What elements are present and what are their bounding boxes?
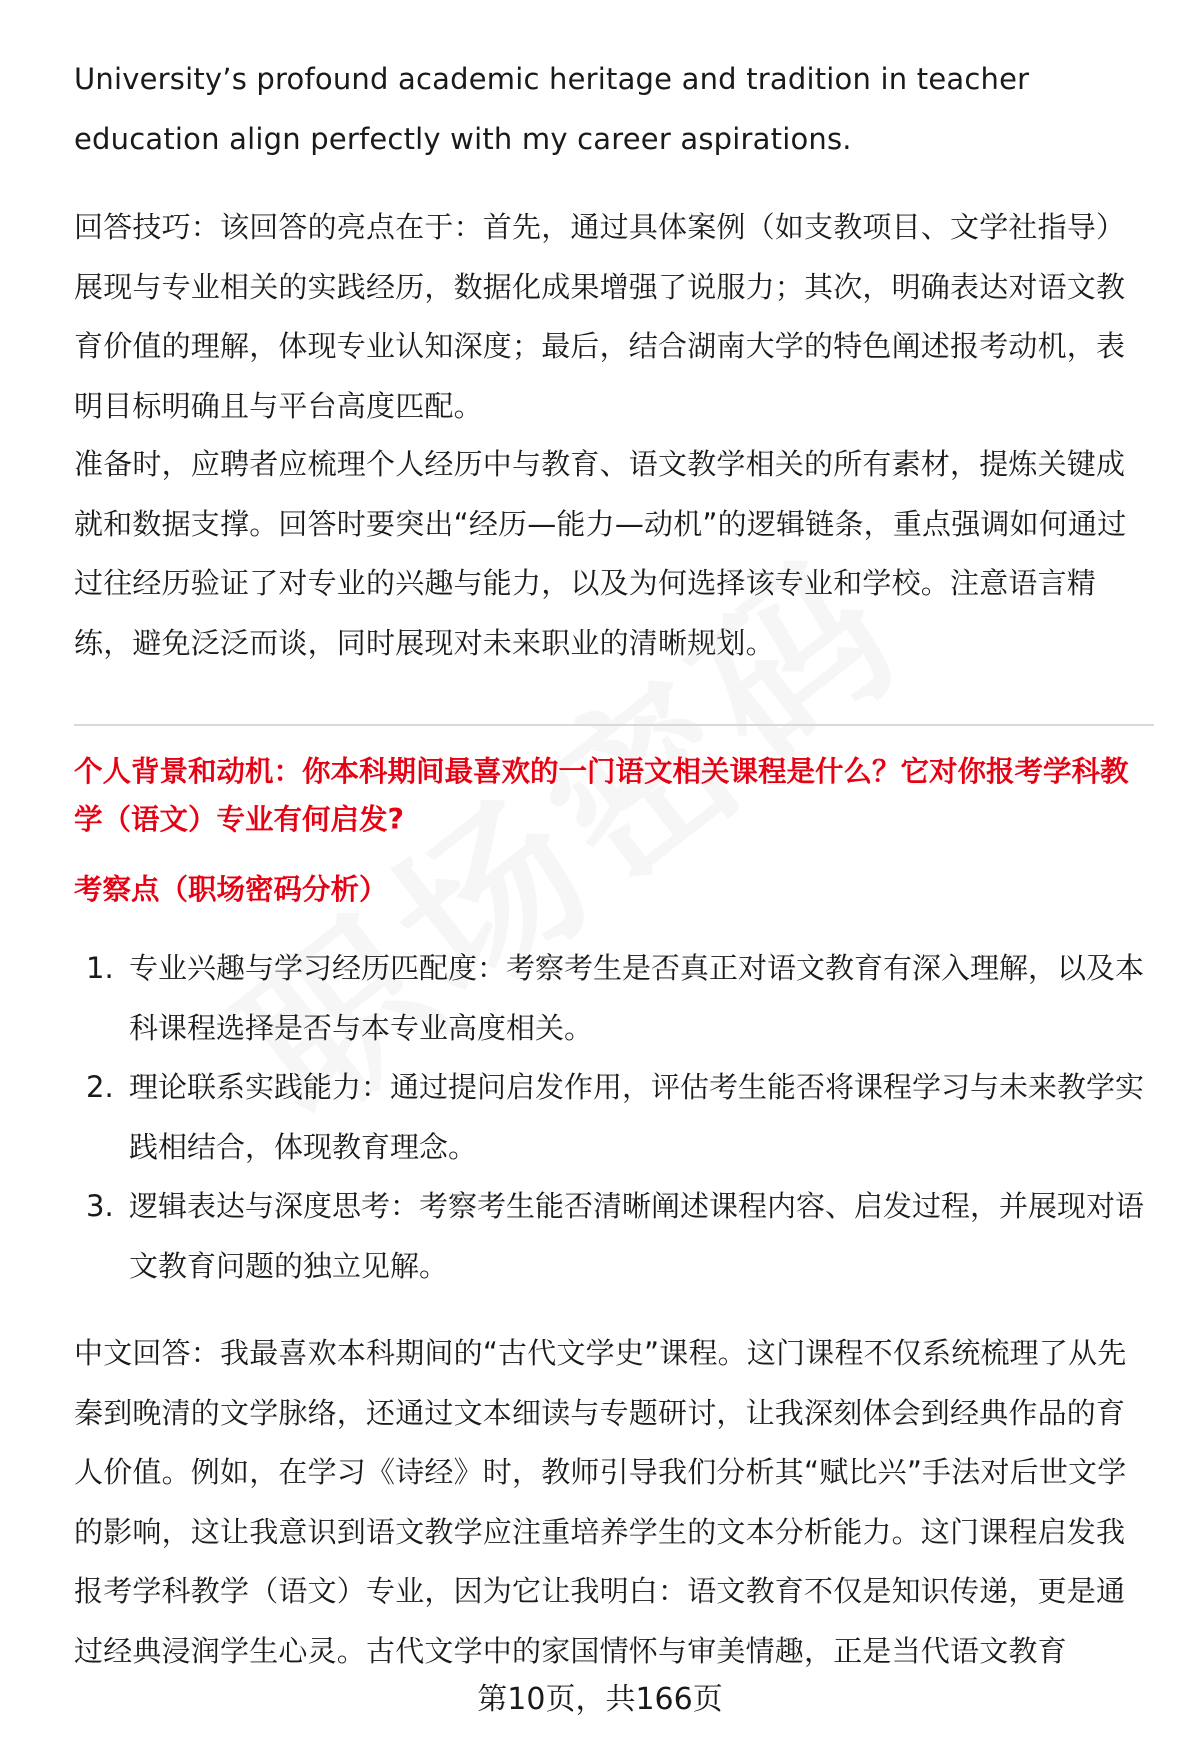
assessment-points-title: 考察点（职场密码分析） [74,873,388,906]
list-item-text: 理论联系实践能力：通过提问启发作用，评估考生能否将课程学习与未来教学实践相结合，体现教育理念。 [129,1070,1145,1164]
answer-tips-label: 回答技巧： [74,210,221,244]
list-item-text: 逻辑表达与深度思考：考察考生能否清晰阐述课程内容、启发过程，并展现对语文教育问题的独立见解。 [129,1189,1145,1283]
list-item-text: 专业兴趣与学习经历匹配度：考察考生是否真正对语文教育有深入理解，以及本科课程选择是否与本专业高度相关。 [129,951,1145,1045]
continued-english-answer: University’s profound academic heritage and tradition in teacher education align perfectly with my career aspirations. [74,62,1030,156]
chinese-answer-label: 中文回答： [74,1336,221,1370]
section-divider [74,724,1154,726]
chinese-answer-text: 我最喜欢本科期间的“古代文学史”课程。这门课程不仅系统梳理了从先秦到晚清的文学脉络，还通过文本细读与专题研讨，让我深刻体会到经典作品的育人价值。例如，在学习《诗经》时，教师引导我们分析其“赋比兴”手法对后世文学的影响，这让我意识到语文教学应注重培养学生的文本分析能力。这门课程启发我报考学科教学（语文）专业，因为它让我明白：语文教育不仅是知识传递，更是通过经典浸润学生心灵。古代文学中的家国情怀与审美情趣，正是当代语文教育 [74,1336,1127,1668]
question-heading: 个人背景和动机：你本科期间最喜欢的一门语文相关课程是什么？它对你报考学科教学（语文）专业有何启发? [74,755,1129,836]
list-item [74,939,1154,1058]
list-item-number: 3. [86,1189,114,1223]
list-item [74,1058,1154,1177]
answer-tips-paragraph [74,198,1154,436]
chinese-answer-paragraph [74,1324,1154,1681]
list-item-number: 2. [86,1070,114,1104]
preparation-paragraph: 准备时，应聘者应梳理个人经历中与教育、语文教学相关的所有素材，提炼关键成就和数据支撑。回答时要突出“经历—能力—动机”的逻辑链条，重点强调如何通过过往经历验证了对专业的兴趣与能力，以及为何选择该专业和学校。注意语言精练，避免泛泛而谈，同时展现对未来职业的清晰规划。 [74,447,1127,660]
answer-tips-text: 该回答的亮点在于：首先，通过具体案例（如支教项目、文学社指导）展现与专业相关的实践经历，数据化成果增强了说服力；其次，明确表达对语文教育价值的理解，体现专业认知深度；最后，结合湖南大学的特色阐述报考动机，表明目标明确且与平台高度匹配。 [74,210,1126,423]
page-number-footer: 第10页，共166页 [477,1682,723,1717]
assessment-points-list [74,939,1154,1296]
list-item [74,1177,1154,1296]
list-item-number: 1. [86,951,114,985]
